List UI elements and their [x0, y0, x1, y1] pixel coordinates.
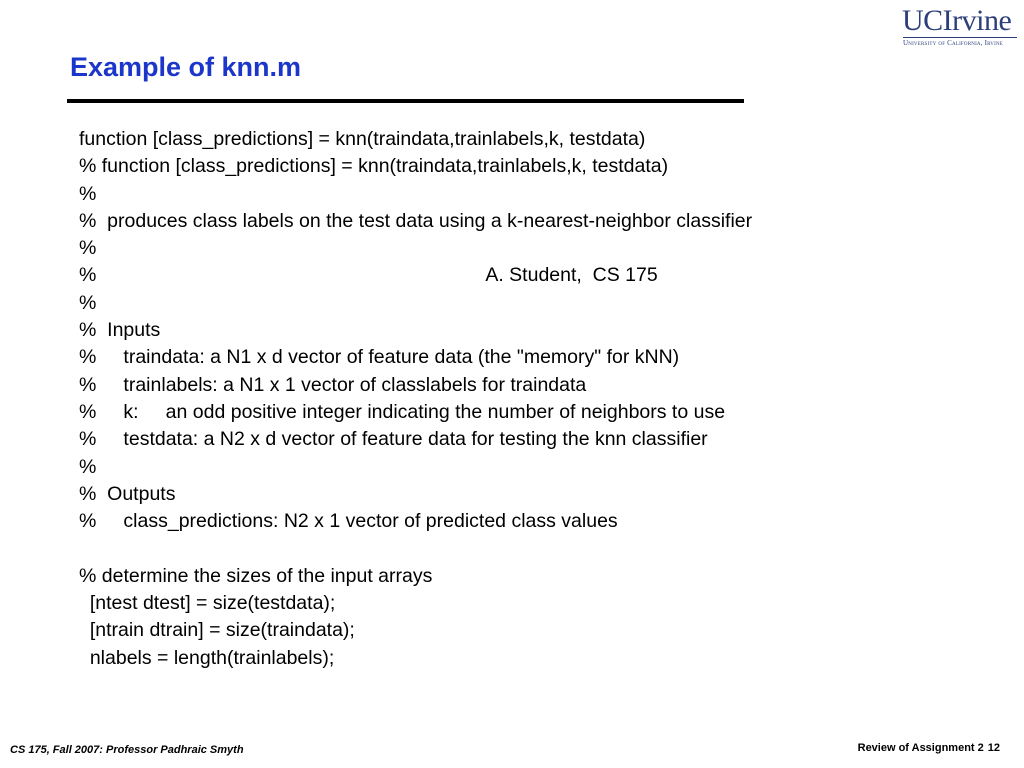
code-line: % determine the sizes of the input arrays: [79, 564, 433, 587]
code-line: % trainlabels: a N1 x 1 vector of classlabels for traindata: [79, 373, 587, 396]
code-line: %: [79, 237, 97, 260]
code-line: % produces class labels on the test data using a k-nearest-neighbor classifier: [79, 209, 753, 232]
logo-divider: [903, 37, 1017, 38]
code-line: [ntrain dtrain] = size(traindata);: [79, 619, 355, 642]
uc-irvine-logo: [902, 6, 1018, 48]
code-line: % traindata: a N1 x d vector of feature data (the "memory" for kNN): [79, 346, 680, 369]
code-line: [ntest dtest] = size(testdata);: [79, 592, 336, 615]
code-line: %: [79, 455, 97, 478]
footer-section: [858, 742, 1000, 754]
title-underline: [67, 99, 744, 103]
code-line: % Outputs: [79, 482, 176, 505]
code-line: %: [79, 182, 97, 205]
footer-course: CS 175, Fall 2007: Professor Padhraic Smyth: [10, 744, 244, 756]
code-line: % k: an odd positive integer indicating the number of neighbors to use: [79, 400, 726, 423]
footer-section-title: Review of Assignment 2: [857, 742, 984, 754]
code-line: nlabels = length(trainlabels);: [79, 646, 335, 669]
code-line: % class_predictions: N2 x 1 vector of predicted class values: [79, 510, 618, 533]
code-line: % A. Student, CS 175: [79, 264, 658, 287]
page-number: 12: [987, 742, 1000, 754]
logo-wordmark: UCIrvine: [902, 4, 1012, 37]
code-line: % Inputs: [79, 319, 161, 342]
slide-title: Example of knn.m: [70, 52, 302, 82]
code-line: % testdata: a N2 x d vector of feature data for testing the knn classifier: [79, 428, 708, 451]
logo-subtitle: University of California, Irvine: [903, 39, 1004, 47]
code-line: %: [79, 291, 97, 314]
code-line: % function [class_predictions] = knn(traindata,trainlabels,k, testdata): [79, 155, 669, 178]
code-line: [79, 535, 752, 562]
code-line: function [class_predictions] = knn(traindata,trainlabels,k, testdata): [79, 128, 646, 150]
code-listing: [79, 126, 752, 672]
